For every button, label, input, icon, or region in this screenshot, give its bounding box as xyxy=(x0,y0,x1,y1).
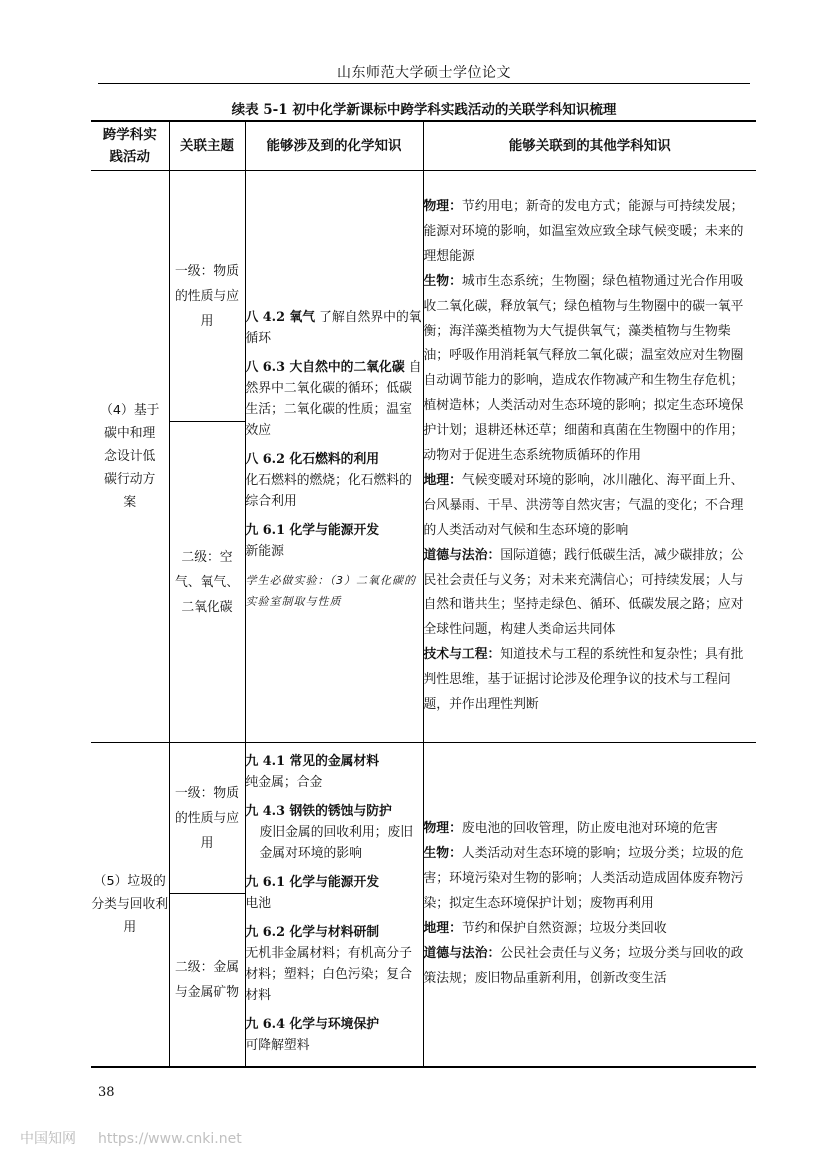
header-rule xyxy=(98,83,750,84)
page-number: 38 xyxy=(98,1085,115,1100)
chem-item: 八 6.2 化石燃料的利用 化石燃料的燃烧；化石燃料的综合利用 xyxy=(245,452,412,509)
theme-cell: 二级：空气、氧气、二氧化碳 xyxy=(169,422,245,743)
subject-entry: 生物：城市生态系统；生物圈；绿色植物通过光合作用吸收二氧化碳，释放氧气；绿色植物与生物圈中的碳一氧平衡；海洋藻类植物为大气提供氧气；藻类植物与生物柴油；呼吸作用消耗氧气释放二氧化碳；温室效应对生物圈自动调节能力的影响，造成农作物减产和生物生存危机；植树造林；人类活动对生态环境的影响；拟定生态环境保护计划；退耕还林还草；细菌和真菌在生物圈中的作用；动物对于促进生态系统物质循环的作用 xyxy=(423,273,744,464)
subject-entry: 道德与法治：公民社会责任与义务；垃圾分类与回收的政策法规；废旧物品重新利用，创新改变生活 xyxy=(423,945,744,986)
theme-cell: 一级：物质的性质与应用 xyxy=(169,171,245,422)
subject-entry: 地理：节约和保护自然资源；垃圾分类回收 xyxy=(423,920,667,936)
table-row xyxy=(91,743,756,894)
activity-cell: （5）垃圾的分类与回收利用 xyxy=(91,743,169,1068)
required-experiment: 学生必做实验：（3）二氧化碳的实验室制取与性质 xyxy=(245,574,416,608)
other-knowledge-cell xyxy=(423,171,756,743)
table-header-row xyxy=(91,121,756,171)
subject-entry: 物理：废电池的回收管理，防止废电池对环境的危害 xyxy=(423,821,718,837)
chem-item: 八 6.3 大自然中的二氧化碳 自然界中二氧化碳的循环；低碳生活；二氧化碳的性质；温室效应 xyxy=(245,360,422,438)
subject-entry: 技术与工程：知道技术与工程的系统性和复杂性；具有批判性思维，基于证据讨论涉及伦理争议的技术与工程问题，并作出理性判断 xyxy=(423,647,744,713)
subject-entry: 地理：气候变暖对环境的影响，冰川融化、海平面上升、台风暴雨、干旱、洪涝等自然灾害；气温的变化；不合理的人类活动对气候和生态环境的影响 xyxy=(423,472,744,538)
activity-cell: （4）基于碳中和理念设计低碳行动方案 xyxy=(91,171,169,743)
subject-entry: 道德与法治：国际道德；践行低碳生活，减少碳排放；公民社会责任与义务；对未来充满信心；可持续发展；人与自然和谐共生；坚持走绿色、循环、低碳发展之路；应对全球性问题，构建人类命运共同体 xyxy=(423,547,744,638)
chem-item: 九 6.1 化学与能源开发 电池 xyxy=(245,875,380,911)
chem-item: 九 6.1 化学与能源开发 新能源 xyxy=(245,523,380,559)
subject-entry: 物理：节约用电；新奇的发电方式；能源与可持续发展；能源对环境的影响，如温室效应致全球气候变暖；未来的理想能源 xyxy=(423,198,744,264)
theme-cell: 一级：物质的性质与应用 xyxy=(169,743,245,894)
chem-knowledge-cell xyxy=(245,743,423,1068)
column-header: 跨学科实践活动 xyxy=(91,121,169,171)
other-knowledge-cell xyxy=(423,743,756,1068)
chem-item: 八 4.2 氧气 了解自然界中的氧循环 xyxy=(245,310,422,346)
chem-item: 九 4.1 常见的金属材料 纯金属；合金 xyxy=(245,754,380,790)
theme-cell: 二级：金属与金属矿物 xyxy=(169,894,245,1068)
table-row xyxy=(91,171,756,422)
table-caption: 续表 5-1 初中化学新课标中跨学科实践活动的关联学科知识梳理 xyxy=(231,102,617,118)
knowledge-table xyxy=(91,120,756,1068)
column-header: 能够关联到的其他学科知识 xyxy=(423,121,756,171)
chem-knowledge-cell xyxy=(245,171,423,743)
column-header: 关联主题 xyxy=(169,121,245,171)
column-header: 能够涉及到的化学知识 xyxy=(245,121,423,171)
cnki-watermark xyxy=(20,1128,242,1148)
chem-item: 九 6.4 化学与环境保护 可降解塑料 xyxy=(245,1017,380,1053)
page-header: 山东师范大学硕士学位论文 xyxy=(337,65,511,81)
chem-item: 九 6.2 化学与材料研制 无机非金属材料；有机高分子材料；塑料；白色污染；复合材料 xyxy=(245,925,412,1003)
chem-item: 九 4.3 钢铁的锈蚀与防护 废旧金属的回收利用；废旧金属对环境的影响 xyxy=(245,804,414,861)
watermark-url: https://www.cnki.net xyxy=(98,1131,242,1147)
watermark-brand: 中国知网 xyxy=(20,1131,76,1147)
subject-entry: 生物：人类活动对生态环境的影响；垃圾分类；垃圾的危害；环境污染对生物的影响；人类活动造成固体废弃物污染；拟定生态环境保护计划；废物再利用 xyxy=(423,846,744,912)
